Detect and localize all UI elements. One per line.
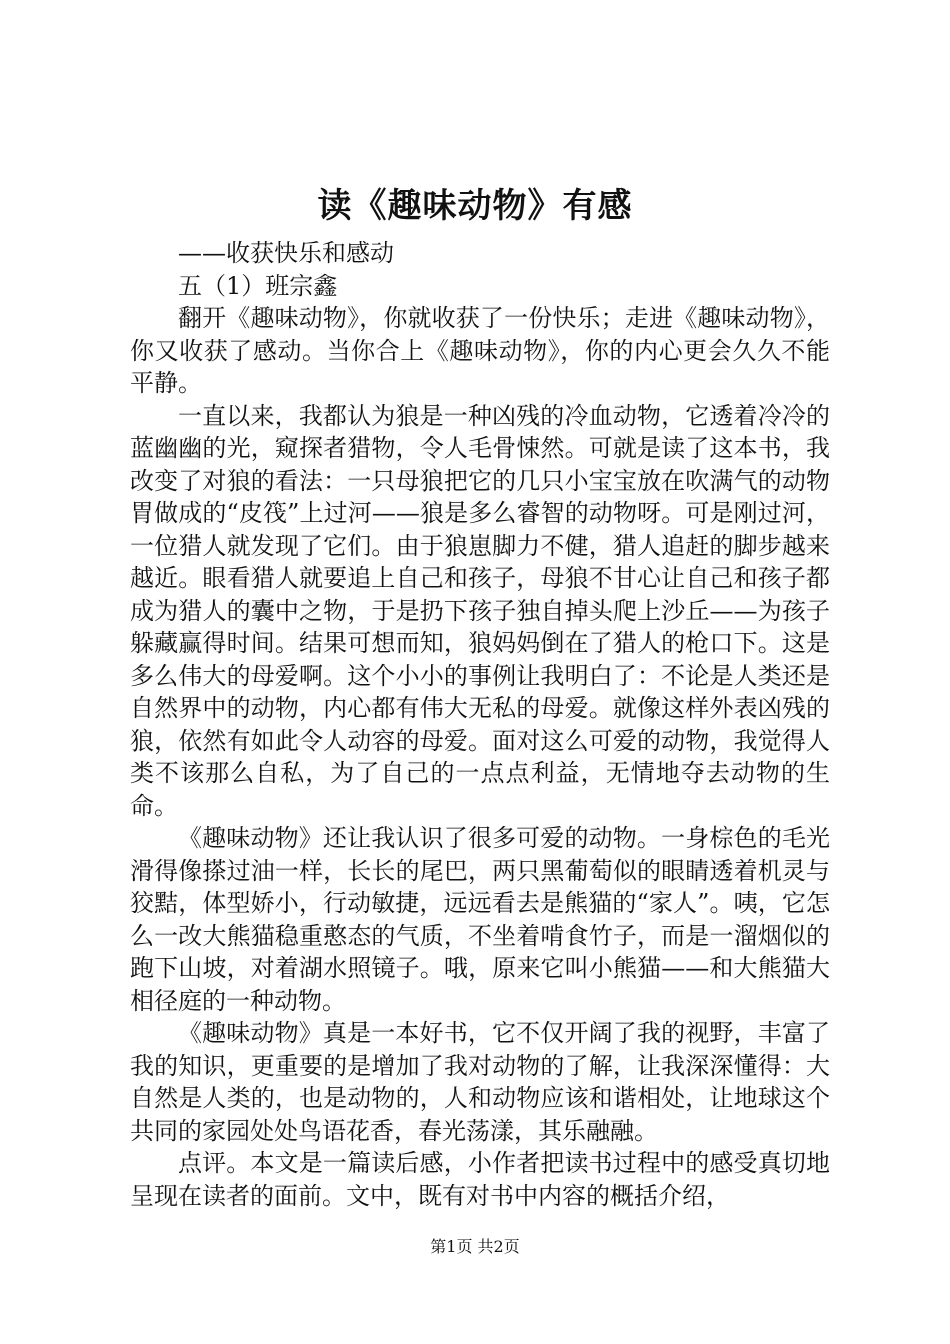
document-title: 读《趣味动物》有感 [317, 186, 633, 226]
paragraph-1: 翻开《趣味动物》，你就收获了一份快乐；走进《趣味动物》，你又收获了感动。当你合上《趣味动物》，你的内心更会久久不能平静。 [130, 304, 830, 397]
document-subtitle: ——收获快乐和感动 [178, 239, 394, 267]
paragraph-3: 《趣味动物》还让我认识了很多可爱的动物。一身棕色的毛光滑得像搽过油一样，长长的尾巴，两只黑葡萄似的眼睛透着机灵与狡黠，体型娇小，行动敏捷，远远看去是熊猫的“家人”。咦，它怎么一改大熊猫稳重憨态的气质，不坐着啃食竹子，而是一溜烟似的跑下山坡，对着湖水照镜子。哦，原来它叫小熊猫——和大熊猫大相径庭的一种动物。 [130, 824, 830, 1015]
page-number: 第1页 共2页 [430, 1237, 520, 1256]
document-body [130, 237, 830, 1212]
paragraph-2: 一直以来，我都认为狼是一种凶残的冷血动物，它透着冷冷的蓝幽幽的光，窥探者猎物，令人毛骨悚然。可就是读了这本书，我改变了对狼的看法：一只母狼把它的几只小宝宝放在吹满气的动物胃做成的“皮筏”上过河——狼是多么睿智的动物呀。可是刚过河，一位猎人就发现了它们。由于狼崽脚力不健，猎人追赶的脚步越来越近。眼看猎人就要追上自己和孩子，母狼不甘心让自己和孩子都成为猎人的囊中之物，于是扔下孩子独自掉头爬上沙丘——为孩子躲藏赢得时间。结果可想而知，狼妈妈倒在了猎人的枪口下。这是多么伟大的母爱啊。这个小小的事例让我明白了：不论是人类还是自然界中的动物，内心都有伟大无私的母爱。就像这样外表凶残的狼，依然有如此令人动容的母爱。面对这么可爱的动物，我觉得人类不该那么自私，为了自己的一点点利益，无情地夺去动物的生命。 [130, 401, 830, 820]
document-author: 五（1）班宗鑫 [178, 271, 338, 300]
paragraph-4: 《趣味动物》真是一本好书，它不仅开阔了我的视野，丰富了我的知识，更重要的是增加了我对动物的了解，让我深深懂得：大自然是人类的，也是动物的，人和动物应该和谐相处，让地球这个共同的家园处处鸟语花香，春光荡漾，其乐融融。 [130, 1019, 830, 1145]
paragraph-5: 点评。本文是一篇读后感，小作者把读书过程中的感受真切地呈现在读者的面前。文中，既有对书中内容的概括介绍， [130, 1149, 830, 1210]
